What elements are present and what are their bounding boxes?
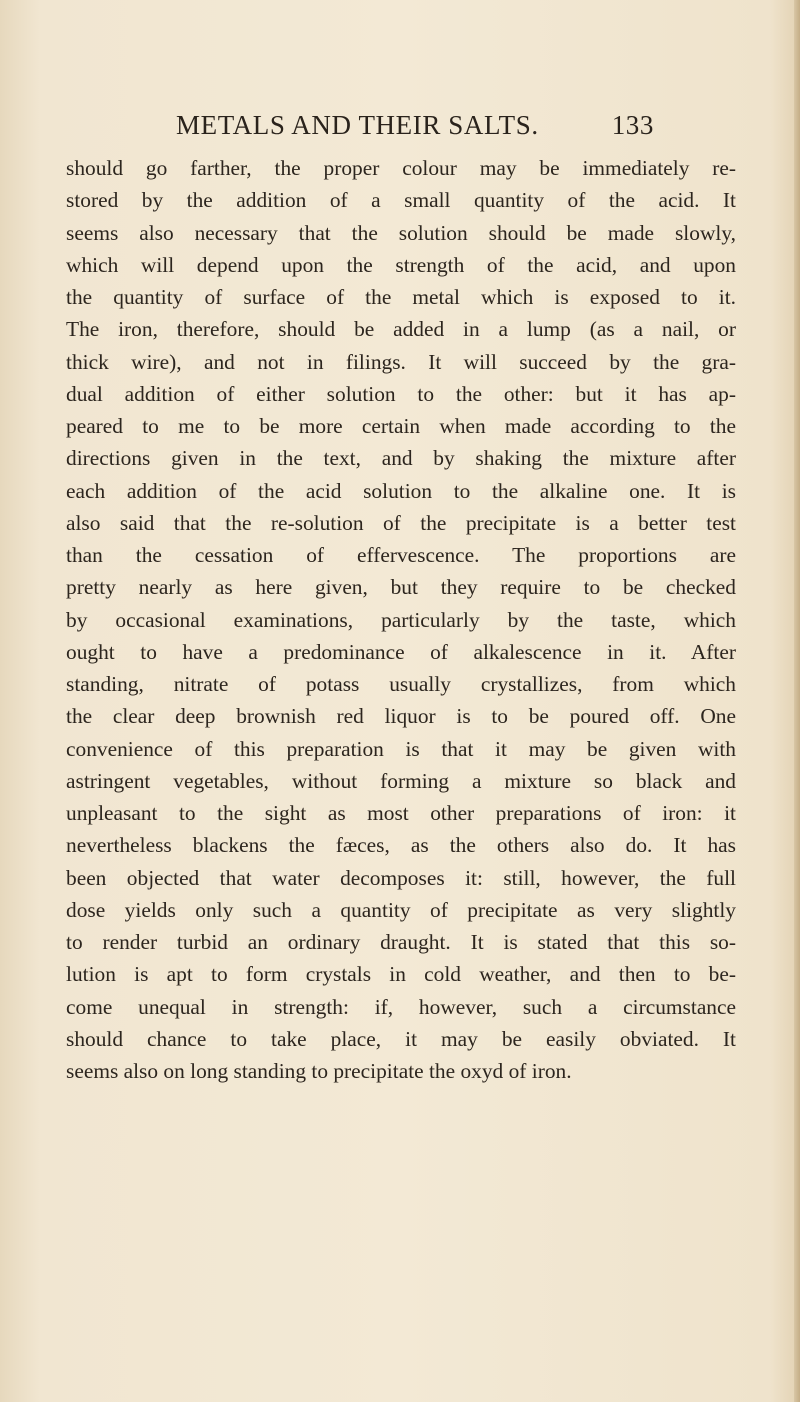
text-line: pretty nearly as here given, but they require to be checked bbox=[66, 575, 736, 600]
text-line: peared to me to be more certain when made according to the bbox=[66, 414, 736, 438]
text-line: than the cessation of effervescence. The proportions are bbox=[66, 543, 736, 567]
text-line: also said that the re-solution of the precipitate is a better test bbox=[66, 510, 736, 535]
text-line: to render turbid an ordinary draught. It is stated that this so- bbox=[66, 930, 736, 954]
page-number: 133 bbox=[611, 110, 654, 140]
text-line: ought to have a predominance of alkalescence in it. After bbox=[66, 639, 736, 664]
text-line: lution is apt to form crystals in cold weather, and then to be- bbox=[66, 962, 736, 987]
running-head bbox=[176, 110, 654, 150]
text-line: should chance to take place, it may be easily obviated. It bbox=[66, 1026, 736, 1051]
text-line: standing, nitrate of potass usually crystallizes, from which bbox=[66, 672, 736, 696]
text-line: seems also on long standing to precipitate the oxyd of iron. bbox=[66, 1059, 572, 1083]
text-line: by occasional examinations, particularly by the taste, which bbox=[66, 607, 736, 632]
text-line: seems also necessary that the solution should be made slowly, bbox=[66, 220, 736, 245]
text-line: should go farther, the proper colour may be immediately re- bbox=[66, 156, 736, 180]
text-line: been objected that water decomposes it: still, however, the full bbox=[66, 865, 736, 890]
text-line: astringent vegetables, without forming a mixture so black and bbox=[66, 768, 736, 793]
text-line: thick wire), and not in filings. It will succeed by the gra- bbox=[66, 349, 736, 374]
text-line: nevertheless blackens the fæces, as the others also do. It has bbox=[66, 833, 736, 858]
text-line: stored by the addition of a small quantity of the acid. It bbox=[66, 188, 736, 213]
text-line: The iron, therefore, should be added in a lump (as a nail, or bbox=[66, 317, 736, 342]
running-title: METALS AND THEIR SALTS. bbox=[176, 110, 539, 140]
text-line: come unequal in strength: if, however, such a circumstance bbox=[66, 994, 736, 1019]
body-text bbox=[66, 152, 736, 1087]
text-line: directions given in the text, and by shaking the mixture after bbox=[66, 446, 736, 471]
text-line: unpleasant to the sight as most other preparations of iron: it bbox=[66, 801, 736, 825]
text-line: the clear deep brownish red liquor is to be poured off. One bbox=[66, 704, 736, 729]
text-line: each addition of the acid solution to the alkaline one. It is bbox=[66, 478, 736, 503]
text-line: convenience of this preparation is that it may be given with bbox=[66, 736, 736, 761]
text-line: which will depend upon the strength of the acid, and upon bbox=[66, 252, 736, 277]
page-edge bbox=[794, 0, 800, 1402]
text-line: dose yields only such a quantity of precipitate as very slightly bbox=[66, 897, 736, 922]
text-line: the quantity of surface of the metal which is exposed to it. bbox=[66, 285, 736, 309]
text-line: dual addition of either solution to the other: but it has ap- bbox=[66, 381, 736, 406]
